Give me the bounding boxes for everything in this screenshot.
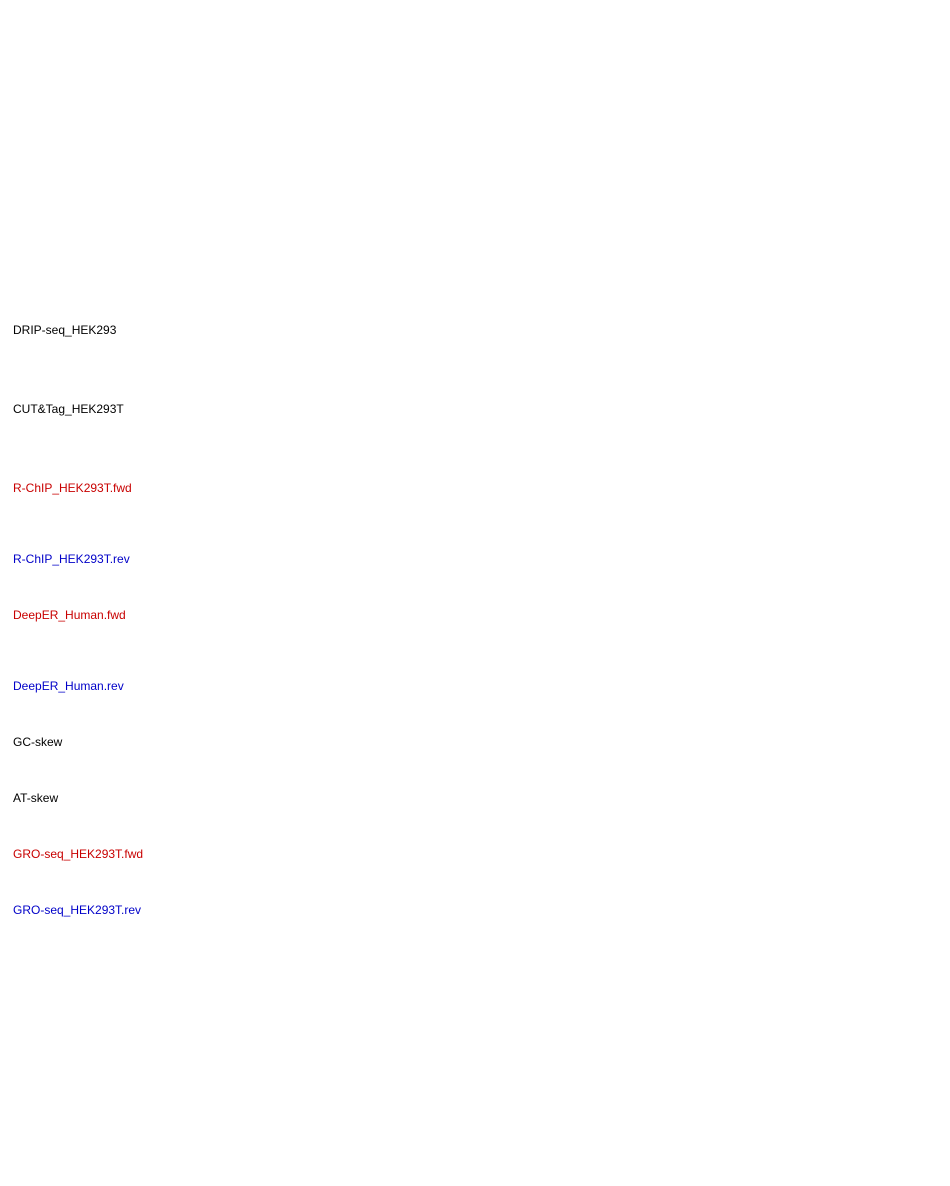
track-name-cut-tag[interactable]: CUT&Tag_HEK293T — [13, 402, 124, 416]
track-name-at-skew[interactable]: AT-skew — [13, 791, 59, 805]
track-name-deeper-fwd[interactable]: DeepER_Human.fwd — [13, 608, 126, 622]
track-name-gro-seq-rev[interactable]: GRO-seq_HEK293T.rev — [13, 903, 142, 917]
track-label-panel — [0, 0, 160, 1186]
track-name-deeper-rev[interactable]: DeepER_Human.rev — [13, 679, 124, 693]
track-name-drip-seq[interactable]: DRIP-seq_HEK293 — [13, 323, 117, 337]
track-name-r-chip-rev[interactable]: R-ChIP_HEK293T.rev — [13, 552, 130, 566]
track-name-gro-seq-fwd[interactable]: GRO-seq_HEK293T.fwd — [13, 847, 144, 861]
track-name-gc-skew[interactable]: GC-skew — [13, 735, 63, 749]
track-image-area[interactable] — [160, 0, 950, 1186]
track-name-r-chip-fwd[interactable]: R-ChIP_HEK293T.fwd — [13, 481, 132, 495]
